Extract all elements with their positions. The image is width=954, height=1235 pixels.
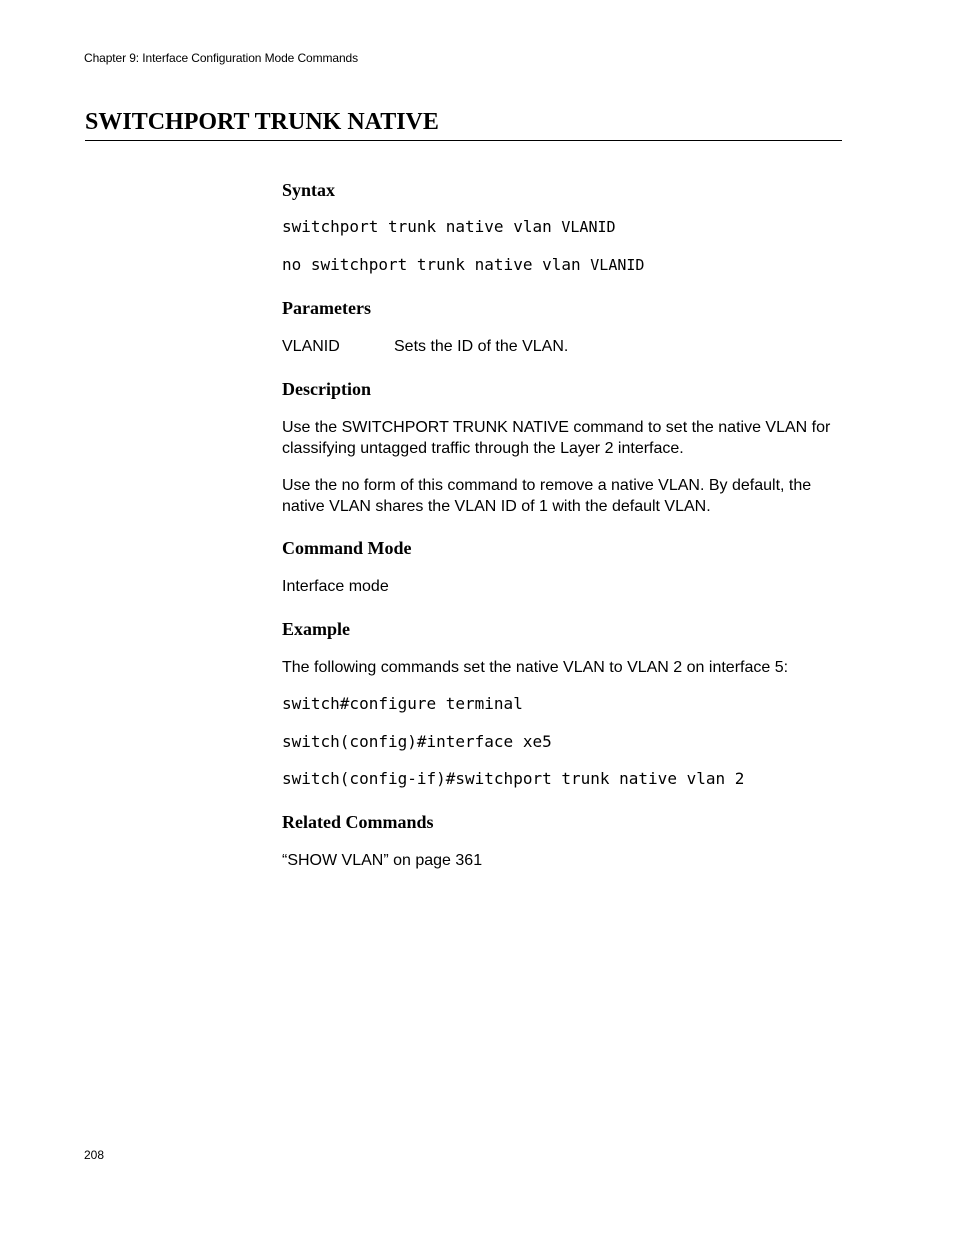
description-paragraph-2: Use the no form of this command to remove a native VLAN. By default, the native VLAN shares the VLAN ID of 1 with the default VLAN.: [282, 477, 812, 515]
parameters-heading: Parameters: [282, 298, 371, 318]
related-commands-heading: Related Commands: [282, 812, 434, 832]
example-heading: Example: [282, 619, 351, 639]
example-command-1: switch#configure terminal: [282, 694, 523, 713]
related-command-link[interactable]: “SHOW VLAN” on page 361: [282, 852, 483, 869]
parameter-name: VLANID: [282, 338, 340, 355]
description-paragraph-1: Use the SWITCHPORT TRUNK NATIVE command to set the native VLAN for classifying untagged traffic through the Layer 2 interface.: [282, 419, 831, 457]
syntax-line-1: [282, 217, 616, 237]
syntax-line-2-argument: VLANID: [590, 256, 645, 274]
syntax-line-2-command: no switchport trunk native vlan: [282, 255, 581, 274]
syntax-line-2: [282, 255, 644, 275]
page-title: SWITCHPORT TRUNK NATIVE: [85, 109, 439, 135]
example-intro: The following commands set the native VLAN to VLAN 2 on interface 5:: [282, 659, 789, 676]
syntax-line-1-argument: VLANID: [561, 218, 616, 236]
example-command-2: switch(config)#interface xe5: [282, 732, 552, 751]
title-rule: [85, 140, 842, 141]
page-number: 208: [84, 1148, 105, 1162]
description-heading: Description: [282, 379, 371, 399]
command-mode-text: Interface mode: [282, 578, 389, 595]
chapter-header: Chapter 9: Interface Configuration Mode Commands: [84, 51, 359, 65]
example-command-3: switch(config-if)#switchport trunk native vlan 2: [282, 769, 745, 788]
command-mode-heading: Command Mode: [282, 538, 412, 558]
syntax-line-1-command: switchport trunk native vlan: [282, 217, 552, 236]
parameter-description: Sets the ID of the VLAN.: [394, 338, 569, 355]
syntax-heading: Syntax: [282, 180, 336, 200]
